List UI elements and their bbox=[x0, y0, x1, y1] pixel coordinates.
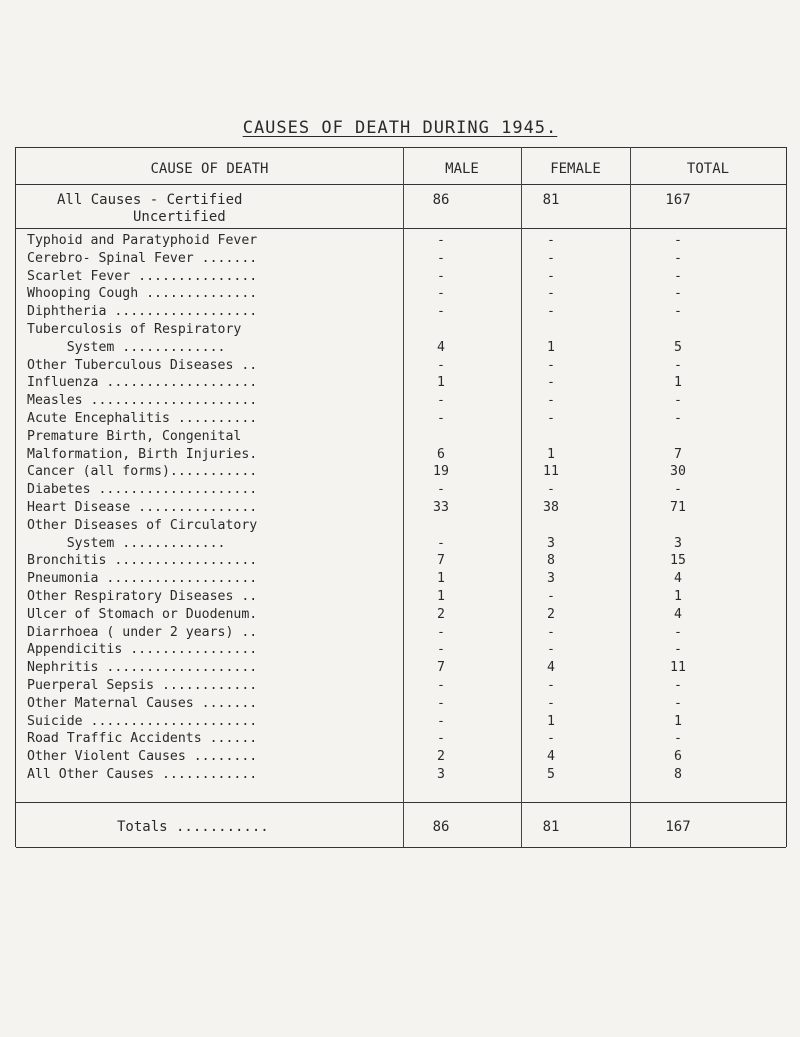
male-cell: - bbox=[437, 268, 445, 284]
male-cell: - bbox=[437, 731, 445, 747]
header-male: MALE bbox=[445, 161, 479, 177]
uncertified-label: Uncertified bbox=[133, 209, 226, 225]
causes-table bbox=[15, 147, 787, 847]
total-cell: 4 bbox=[674, 606, 682, 622]
total-cell: - bbox=[674, 624, 682, 640]
table-top-border bbox=[16, 147, 786, 148]
male-cell: - bbox=[437, 250, 445, 266]
header-total: TOTAL bbox=[686, 161, 730, 177]
male-cell: 1 bbox=[437, 589, 445, 604]
cause-cell: Nephritis ................... bbox=[27, 660, 258, 676]
certified-total: 167 bbox=[665, 192, 691, 208]
total-cell: 8 bbox=[674, 767, 682, 782]
cause-cell: Puerperal Sepsis ............ bbox=[27, 678, 258, 693]
table-row bbox=[16, 571, 786, 587]
table-row bbox=[16, 269, 786, 285]
total-cell: 1 bbox=[674, 589, 682, 604]
male-cell: 19 bbox=[433, 464, 449, 480]
female-cell: - bbox=[547, 678, 555, 693]
male-cell: - bbox=[437, 713, 445, 729]
male-cell: - bbox=[437, 393, 445, 409]
total-cell: - bbox=[674, 304, 682, 320]
table-row bbox=[16, 464, 786, 480]
male-cell: 2 bbox=[437, 749, 445, 765]
cause-cell: Influenza ................... bbox=[27, 375, 258, 391]
certified-male: 86 bbox=[432, 192, 450, 208]
cause-cell: Tuberculosis of Respiratory bbox=[27, 322, 242, 337]
total-cell: 1 bbox=[674, 713, 682, 729]
table-row bbox=[16, 749, 786, 765]
totals-total: 167 bbox=[665, 819, 691, 835]
cause-cell: Acute Encephalitis .......... bbox=[27, 411, 258, 426]
female-cell: 38 bbox=[543, 500, 559, 515]
header-divider bbox=[16, 184, 786, 185]
female-cell: 8 bbox=[547, 553, 555, 569]
female-cell: 5 bbox=[547, 767, 555, 782]
table-row bbox=[16, 286, 786, 302]
cause-cell: Ulcer of Stomach or Duodenum. bbox=[27, 606, 258, 622]
total-cell: - bbox=[674, 695, 682, 711]
cause-cell: Other Diseases of Circulatory bbox=[27, 517, 258, 533]
table-row bbox=[16, 696, 786, 712]
cause-cell: Bronchitis .................. bbox=[27, 553, 258, 569]
cause-cell: Premature Birth, Congenital bbox=[27, 428, 242, 444]
table-row bbox=[16, 251, 786, 267]
male-cell: 33 bbox=[433, 500, 449, 515]
female-cell: - bbox=[547, 286, 555, 302]
female-cell: - bbox=[547, 250, 555, 266]
total-cell: - bbox=[674, 233, 682, 248]
cause-cell: Heart Disease ............... bbox=[27, 500, 258, 515]
cause-cell: Diarrhoea ( under 2 years) .. bbox=[27, 624, 258, 640]
cause-cell: Scarlet Fever ............... bbox=[27, 268, 258, 284]
female-cell: 3 bbox=[547, 571, 555, 587]
female-cell: 4 bbox=[547, 660, 555, 676]
female-cell: - bbox=[547, 375, 555, 391]
certified-female: 81 bbox=[542, 192, 560, 208]
header-female: FEMALE bbox=[550, 161, 601, 177]
cause-cell: Road Traffic Accidents ...... bbox=[27, 731, 258, 747]
cause-cell: Cerebro- Spinal Fever ....... bbox=[27, 250, 258, 266]
male-cell: 7 bbox=[437, 660, 445, 676]
total-cell: - bbox=[674, 393, 682, 409]
certified-divider bbox=[16, 228, 786, 229]
male-cell: 4 bbox=[437, 339, 445, 355]
male-cell: - bbox=[437, 233, 445, 248]
female-cell: 4 bbox=[547, 749, 555, 765]
female-cell: 11 bbox=[543, 464, 559, 480]
table-row bbox=[16, 500, 786, 516]
female-cell: 1 bbox=[547, 713, 555, 729]
female-cell: - bbox=[547, 624, 555, 640]
table-row bbox=[16, 233, 786, 249]
cause-cell: Other Respiratory Diseases .. bbox=[27, 589, 258, 604]
total-cell: 11 bbox=[670, 660, 686, 676]
male-cell: - bbox=[437, 286, 445, 302]
table-row bbox=[16, 731, 786, 747]
female-cell: - bbox=[547, 268, 555, 284]
table-row bbox=[16, 536, 786, 552]
total-cell: - bbox=[674, 482, 682, 498]
male-cell: - bbox=[437, 411, 445, 426]
female-cell: - bbox=[547, 411, 555, 426]
table-row bbox=[16, 518, 786, 534]
male-cell: - bbox=[437, 535, 445, 551]
table-bottom-border bbox=[16, 847, 786, 848]
total-cell: 5 bbox=[674, 339, 682, 355]
table-row bbox=[16, 625, 786, 641]
table-row bbox=[16, 429, 786, 445]
female-cell: 1 bbox=[547, 339, 555, 355]
female-cell: - bbox=[547, 695, 555, 711]
male-cell: - bbox=[437, 642, 445, 658]
total-cell: 3 bbox=[674, 535, 682, 551]
cause-cell: Diphtheria .................. bbox=[27, 304, 258, 320]
totals-label: Totals ........... bbox=[117, 819, 269, 835]
male-cell: - bbox=[437, 357, 445, 373]
total-cell: 7 bbox=[674, 446, 682, 462]
total-cell: - bbox=[674, 731, 682, 747]
cause-cell: Suicide ..................... bbox=[27, 713, 258, 729]
table-row bbox=[16, 393, 786, 409]
female-cell: - bbox=[547, 731, 555, 747]
cause-cell: System ............. bbox=[27, 535, 226, 551]
table-row bbox=[16, 660, 786, 676]
total-cell: - bbox=[674, 268, 682, 284]
male-cell: - bbox=[437, 482, 445, 498]
total-cell: 15 bbox=[670, 553, 686, 569]
male-cell: 7 bbox=[437, 553, 445, 569]
male-cell: 2 bbox=[437, 606, 445, 622]
cause-cell: Other Maternal Causes ....... bbox=[27, 695, 258, 711]
table-row bbox=[16, 411, 786, 427]
table-row bbox=[16, 322, 786, 338]
cause-cell: Measles ..................... bbox=[27, 393, 258, 409]
table-row bbox=[16, 767, 786, 783]
table-row bbox=[16, 678, 786, 694]
total-cell: - bbox=[674, 286, 682, 302]
cause-cell: Malformation, Birth Injuries. bbox=[27, 446, 258, 462]
cause-cell: Diabetes .................... bbox=[27, 482, 258, 498]
female-cell: - bbox=[547, 642, 555, 658]
table-row bbox=[16, 482, 786, 498]
table-row bbox=[16, 304, 786, 320]
male-cell: - bbox=[437, 695, 445, 711]
total-cell: - bbox=[674, 250, 682, 266]
header-cause: CAUSE OF DEATH bbox=[150, 161, 269, 177]
female-cell: - bbox=[547, 357, 555, 373]
cause-cell: Typhoid and Paratyphoid Fever bbox=[27, 233, 258, 248]
male-cell: - bbox=[437, 624, 445, 640]
totals-male: 86 bbox=[432, 819, 450, 835]
cause-cell: Pneumonia ................... bbox=[27, 571, 258, 587]
certified-label: All Causes - Certified bbox=[57, 192, 243, 208]
cause-cell: Other Violent Causes ........ bbox=[27, 749, 258, 765]
male-cell: 3 bbox=[437, 767, 445, 782]
table-row bbox=[16, 607, 786, 623]
female-cell: 2 bbox=[547, 606, 555, 622]
total-cell: 4 bbox=[674, 571, 682, 587]
total-cell: 1 bbox=[674, 375, 682, 391]
male-cell: 1 bbox=[437, 375, 445, 391]
cause-cell: System ............. bbox=[27, 339, 226, 355]
cause-cell: Whooping Cough .............. bbox=[27, 286, 258, 302]
cause-cell: Appendicitis ................ bbox=[27, 642, 258, 658]
female-cell: - bbox=[547, 393, 555, 409]
male-cell: 6 bbox=[437, 446, 445, 462]
table-row bbox=[16, 447, 786, 463]
total-cell: - bbox=[674, 678, 682, 693]
table-row bbox=[16, 714, 786, 730]
total-cell: - bbox=[674, 357, 682, 373]
page-title: CAUSES OF DEATH DURING 1945. bbox=[242, 118, 558, 138]
cause-cell: Cancer (all forms)........... bbox=[27, 464, 258, 480]
cause-cell: All Other Causes ............ bbox=[27, 767, 258, 782]
total-cell: - bbox=[674, 411, 682, 426]
table-row bbox=[16, 358, 786, 374]
table-row bbox=[16, 589, 786, 605]
cause-cell: Other Tuberculous Diseases .. bbox=[27, 357, 258, 373]
totals-divider bbox=[16, 802, 786, 803]
female-cell: 1 bbox=[547, 446, 555, 462]
female-cell: - bbox=[547, 233, 555, 248]
table-row bbox=[16, 642, 786, 658]
female-cell: - bbox=[547, 304, 555, 320]
total-cell: - bbox=[674, 642, 682, 658]
total-cell: 71 bbox=[670, 500, 686, 515]
male-cell: - bbox=[437, 304, 445, 320]
table-row bbox=[16, 340, 786, 356]
table-row bbox=[16, 375, 786, 391]
female-cell: - bbox=[547, 482, 555, 498]
totals-female: 81 bbox=[542, 819, 560, 835]
total-cell: 6 bbox=[674, 749, 682, 765]
table-row bbox=[16, 553, 786, 569]
female-cell: - bbox=[547, 589, 555, 604]
total-cell: 30 bbox=[670, 464, 686, 480]
male-cell: 1 bbox=[437, 571, 445, 587]
male-cell: - bbox=[437, 678, 445, 693]
female-cell: 3 bbox=[547, 535, 555, 551]
